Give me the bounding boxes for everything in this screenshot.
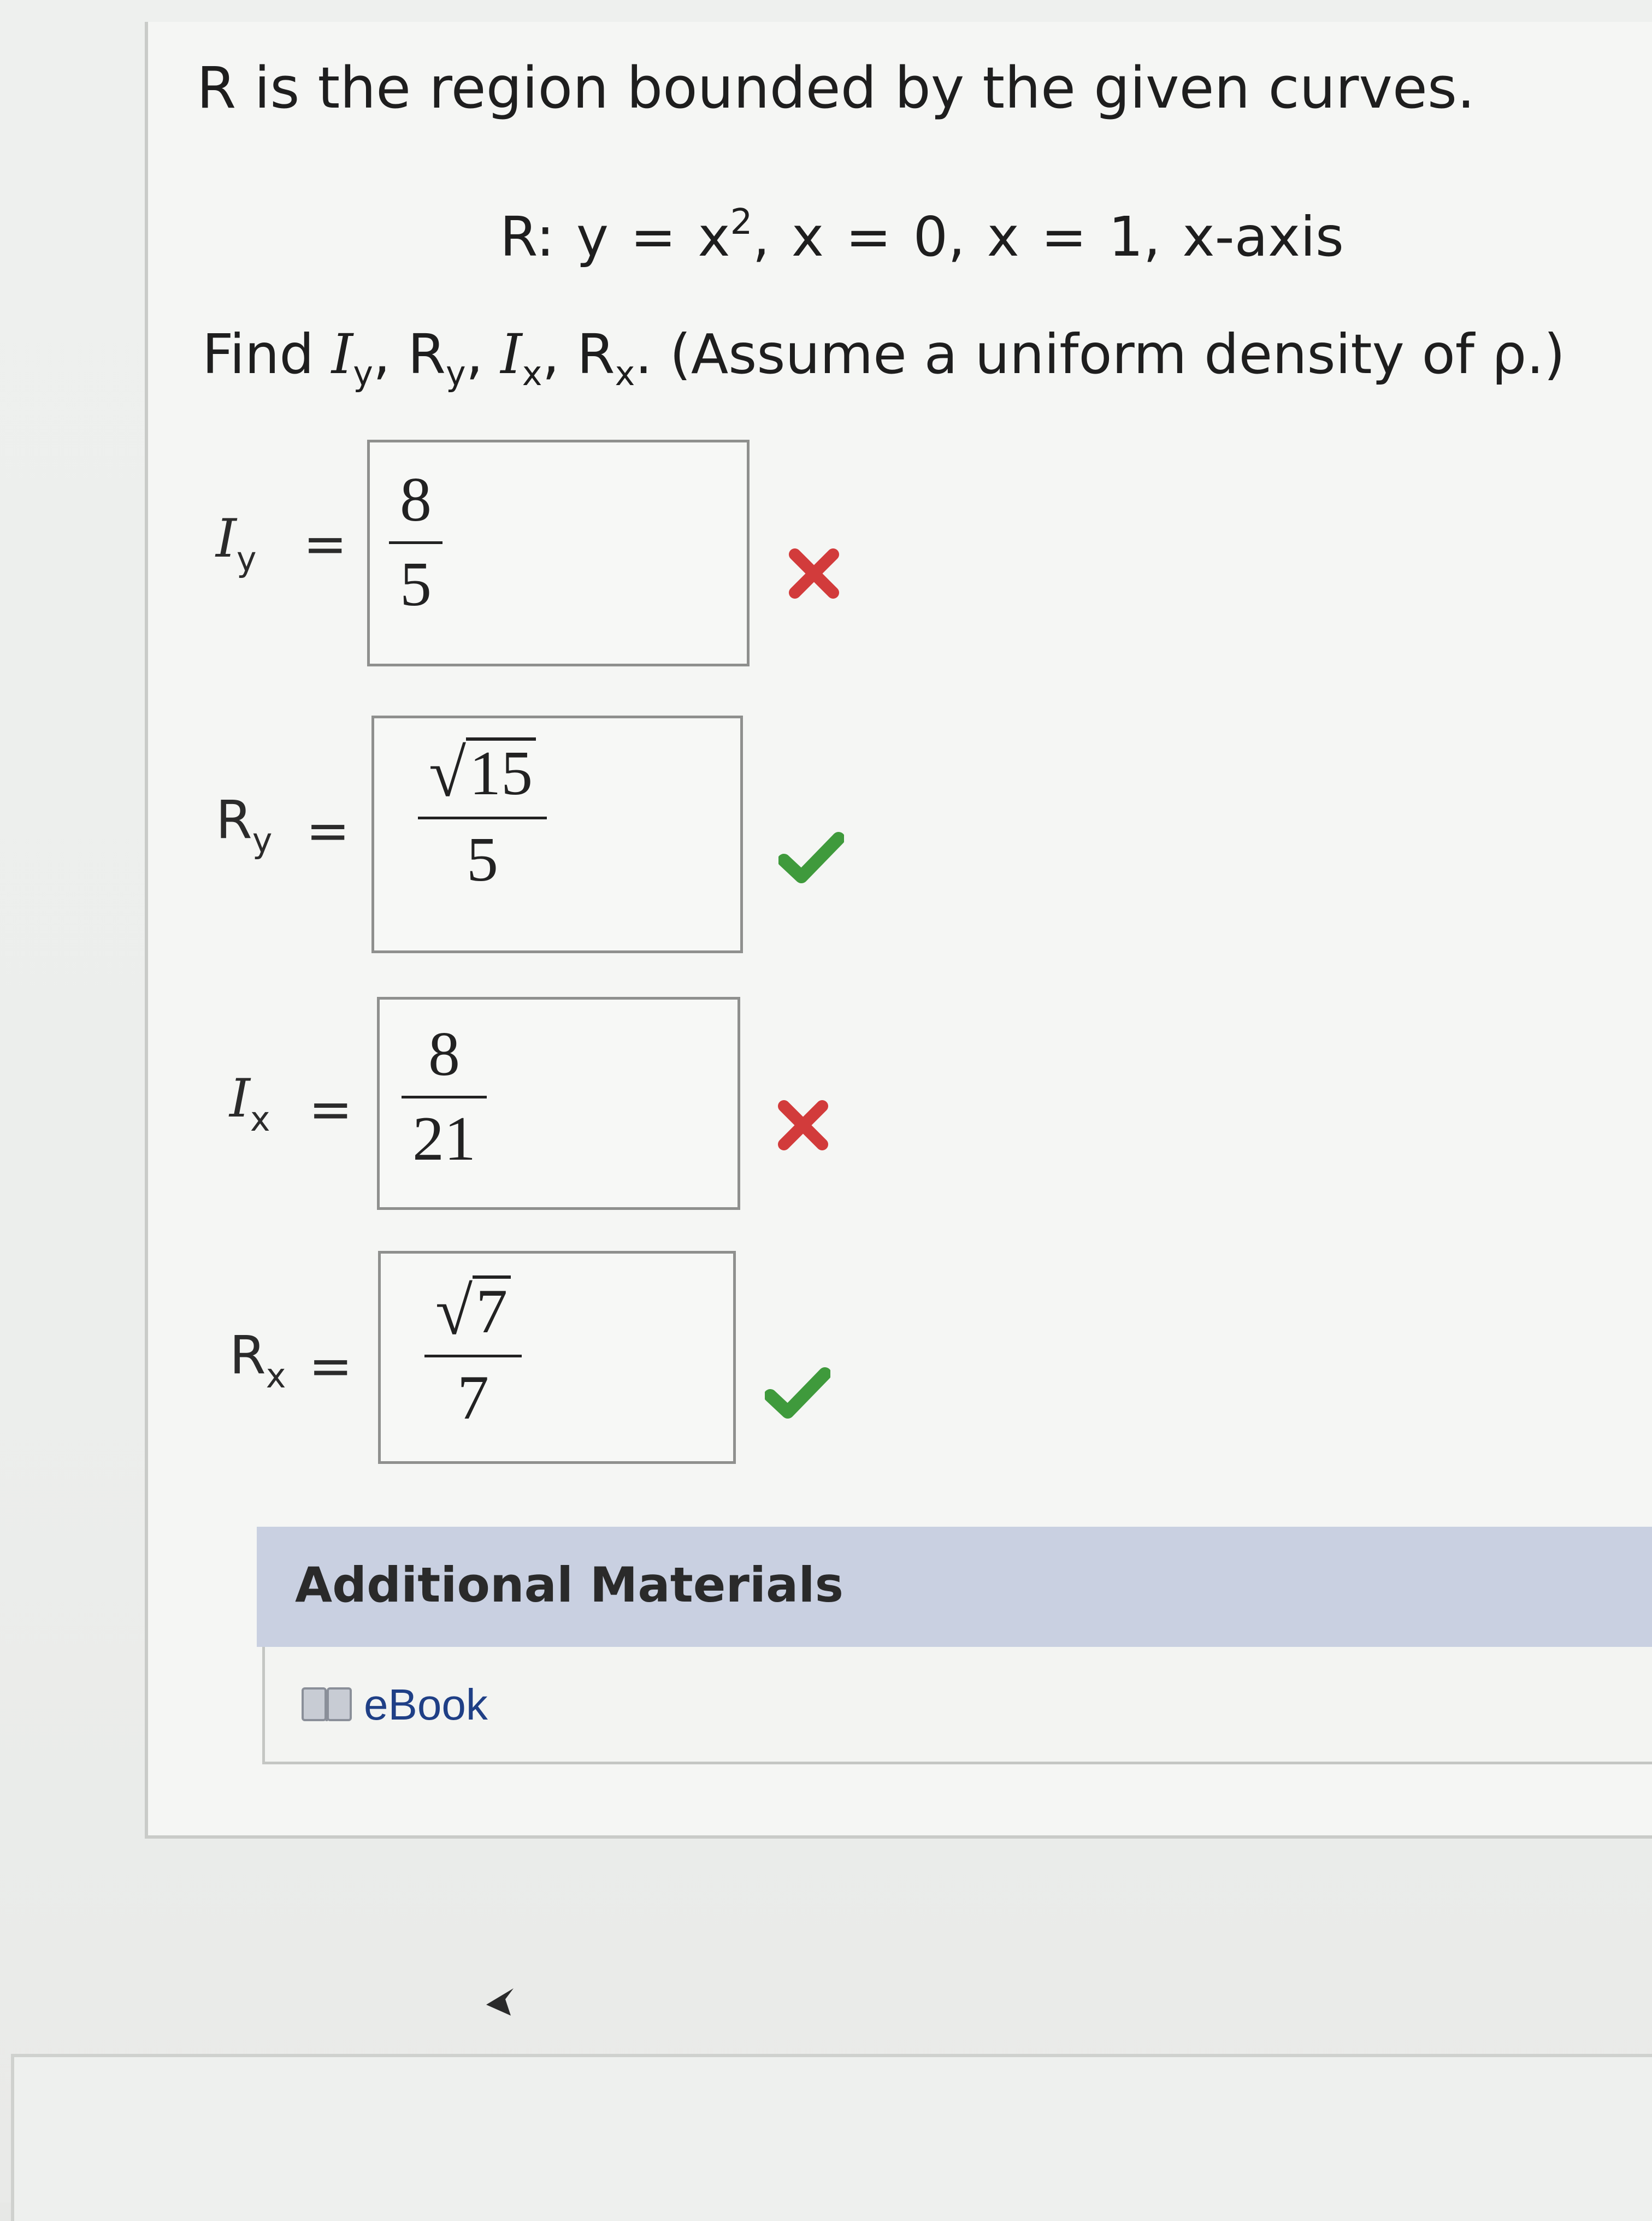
sqrt-radicand: 7 [473,1275,511,1345]
find-var-sep: , [542,322,560,386]
sqrt-symbol: √ [429,735,467,811]
find-word: Find [202,322,314,386]
mouse-cursor-icon [481,1983,524,2032]
answer-subscript: x [250,1099,270,1139]
fraction-denominator: 7 [457,1362,489,1433]
fraction-denominator: 5 [400,549,432,619]
fraction-bar [402,1096,487,1098]
problem-intro: R is the region bounded by the given curves. [197,55,1476,121]
answer-symbol: I [229,1068,250,1129]
incorrect-x-icon [776,1098,830,1153]
ebook-link-label: eBook [364,1680,488,1729]
fraction-numerator [418,737,547,809]
find-var-sym: I [500,322,522,386]
region-prefix: R: y = x [500,205,730,269]
find-var-sub: x [615,353,635,393]
find-var-sep: , [465,322,483,386]
find-var-sym: I [331,322,353,386]
fraction-bar [418,817,547,819]
answer-subscript: x [266,1356,286,1396]
find-var-sep: , [373,322,391,386]
additional-materials-header [257,1527,1652,1647]
answer-symbol: R [229,1325,266,1386]
additional-materials-title: Additional Materials [295,1557,843,1613]
answer-field-ry[interactable] [371,716,743,953]
equals-sign: = [309,1079,353,1140]
answer-fraction [389,467,442,618]
answer-fraction [418,737,547,893]
find-var-sub: y [353,353,373,393]
region-rest: , x = 0, x = 1, x-axis [752,205,1344,269]
book-icon [300,1685,353,1724]
equals-sign: = [303,513,347,575]
assume-text: (Assume a uniform density of ρ.) [669,322,1566,386]
sqrt-expression [435,1273,511,1349]
fraction-numerator: 8 [400,465,432,535]
fraction-bar [424,1355,522,1357]
correct-check-icon [778,830,844,885]
find-var-sym: R [408,322,446,386]
answer-subscript: y [252,820,273,860]
answer-label-ix [229,1068,270,1139]
fraction-bar [389,541,442,544]
find-var-sep: . [635,322,653,386]
fraction-numerator [424,1275,522,1347]
sqrt-expression [429,735,536,811]
incorrect-x-icon [787,546,841,601]
next-question-panel [11,2054,1652,2221]
correct-check-icon [765,1366,830,1420]
equals-sign: = [306,800,350,861]
answer-fraction [424,1275,522,1431]
answer-symbol: R [216,789,252,850]
ebook-link[interactable] [300,1680,488,1730]
additional-materials-body [262,1647,1652,1764]
fraction-numerator: 8 [428,1019,460,1089]
find-var-sym: R [577,322,615,386]
sqrt-symbol: √ [435,1273,473,1349]
answer-field-ix[interactable] [377,997,740,1210]
fraction-denominator: 21 [412,1103,476,1174]
answer-label-rx [229,1325,286,1396]
find-instruction [202,322,1565,393]
find-var-sub: y [445,353,466,393]
region-exponent: 2 [730,202,753,243]
region-definition [500,202,1344,269]
answer-field-iy[interactable] [367,440,750,666]
equals-sign: = [309,1336,353,1397]
answer-fraction [402,1021,487,1173]
fraction-denominator: 5 [467,824,499,895]
sqrt-radicand: 15 [466,737,536,807]
answer-field-rx[interactable] [378,1251,736,1464]
answer-label-ry [216,789,272,860]
answer-subscript: y [236,539,257,579]
answer-label-iy [216,508,257,579]
find-var-sub: x [522,353,542,393]
answer-symbol: I [216,508,237,569]
